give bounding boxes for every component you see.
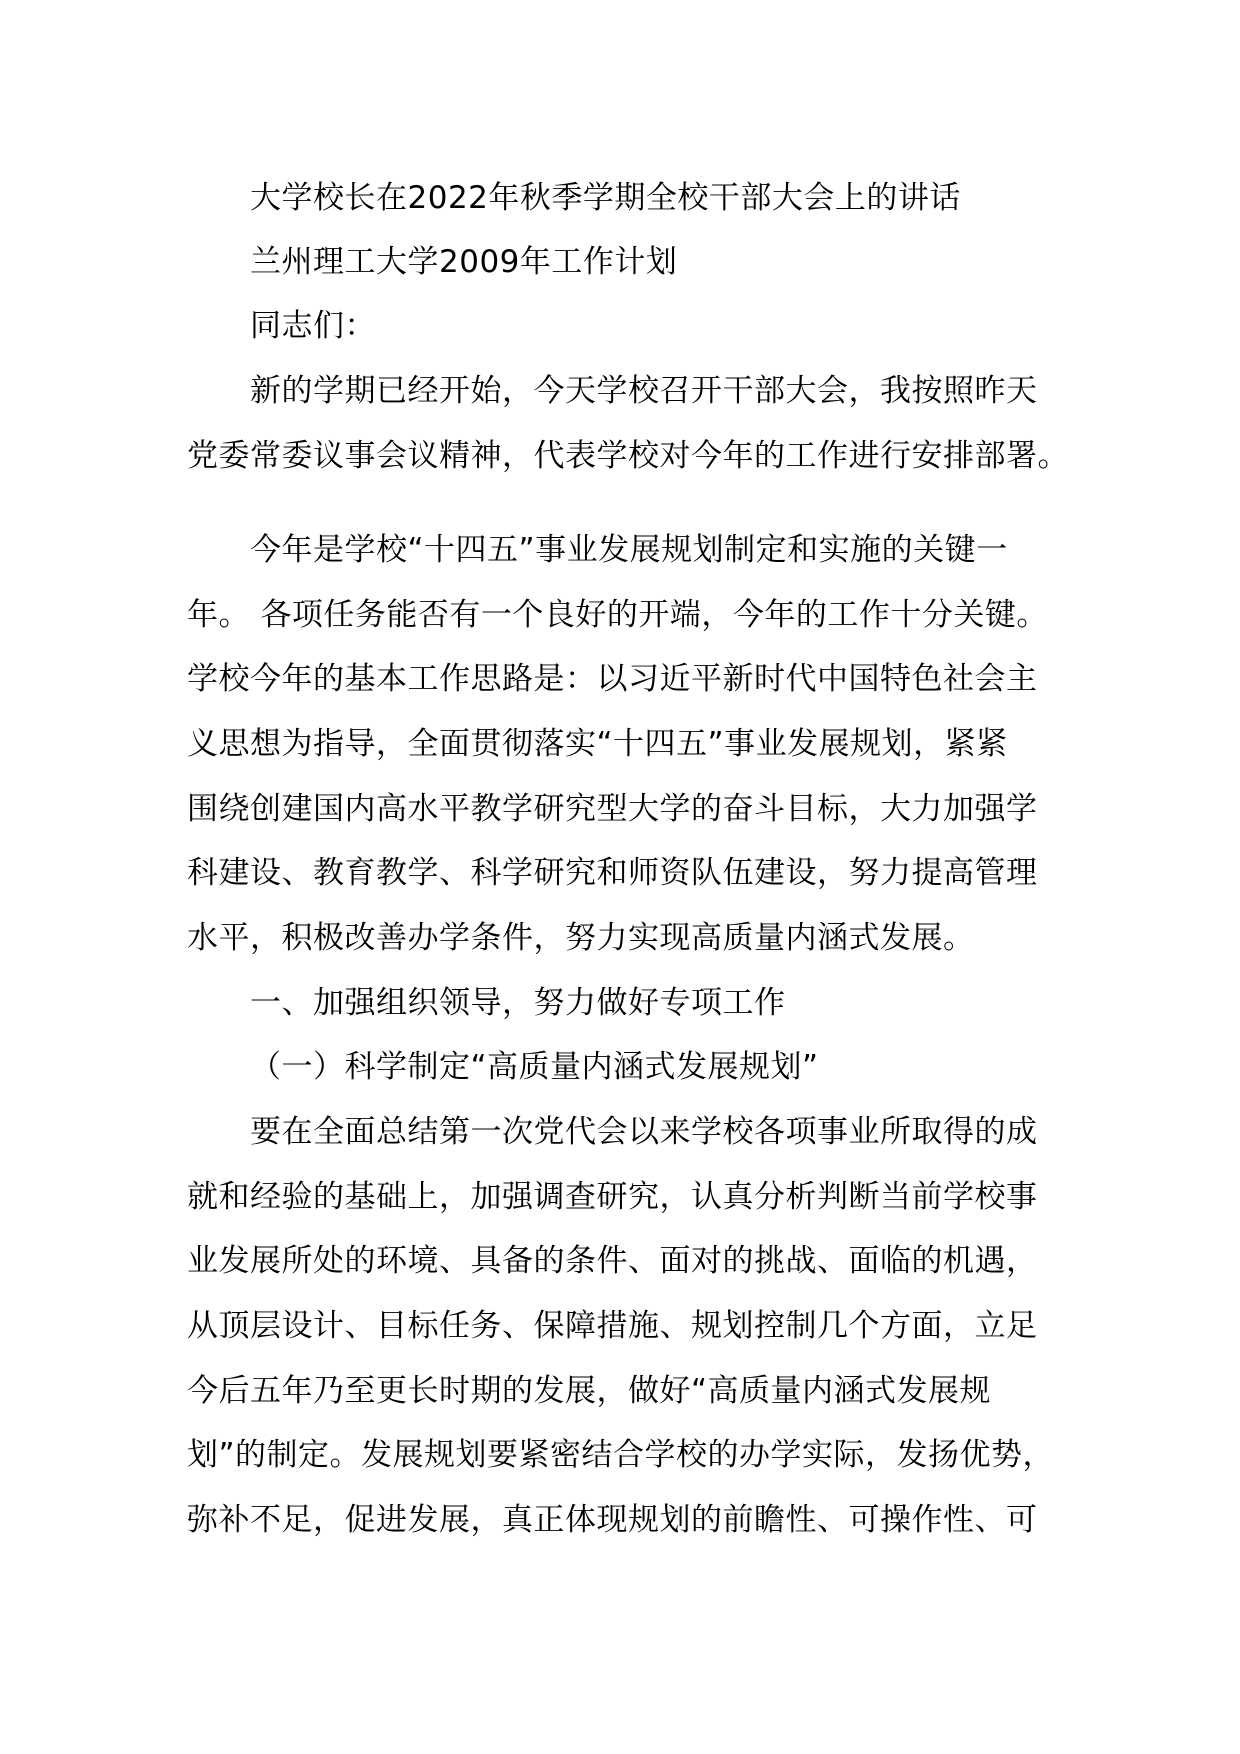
para1-line-2: 党委常委议事会议精神，代表学校对今年的工作进行安排部署。 [187,438,1069,474]
subsection-heading-1: （一）科学制定“高质量内涵式发展规划” [250,1049,819,1085]
para2-line-5: 围绕创建国内高水平教学研究型大学的奋斗目标，大力加强学 [187,791,1038,827]
para2-line-6: 科建设、教育教学、科学研究和师资队伍建设，努力提高管理 [187,855,1038,891]
section-heading-1: 一、加强组织领导，努力做好专项工作 [250,985,786,1021]
para3-line-6: 划”的制定。发展规划要紧密结合学校的办学实际，发扬优势， [187,1437,1055,1473]
para2-line-1: 今年是学校“十四五”事业发展规划制定和实施的关键一 [250,532,1008,568]
para2-line-3: 学校今年的基本工作思路是：以习近平新时代中国特色社会主 [187,661,1038,697]
para3-line-3: 业发展所处的环境、具备的条件、面对的挑战、面临的机遇， [187,1243,1038,1279]
salutation: 同志们： [250,308,376,344]
para3-line-2: 就和经验的基础上，加强调查研究，认真分析判断当前学校事 [187,1179,1038,1215]
para3-line-5: 今后五年乃至更长时期的发展，做好“高质量内涵式发展规 [187,1373,992,1409]
para2-line-7: 水平，积极改善办学条件，努力实现高质量内涵式发展。 [187,920,975,956]
para1-line-1: 新的学期已经开始，今天学校召开干部大会，我按照昨天 [250,373,1038,409]
para3-line-4: 从顶层设计、目标任务、保障措施、规划控制几个方面，立足 [187,1308,1038,1344]
para2-line-2: 年。 各项任务能否有一个良好的开端，今年的工作十分关键。 [187,597,1048,633]
title-line-2: 兰州理工大学2009年工作计划 [250,244,678,280]
para3-line-1: 要在全面总结第一次党代会以来学校各项事业所取得的成 [250,1114,1038,1150]
para2-line-4: 义思想为指导，全面贯彻落实“十四五”事业发展规划，紧紧 [187,726,1008,762]
title-line-1: 大学校长在2022年秋季学期全校干部大会上的讲话 [250,180,961,216]
para3-line-7: 弥补不足，促进发展，真正体现规划的前瞻性、可操作性、可 [187,1502,1038,1538]
